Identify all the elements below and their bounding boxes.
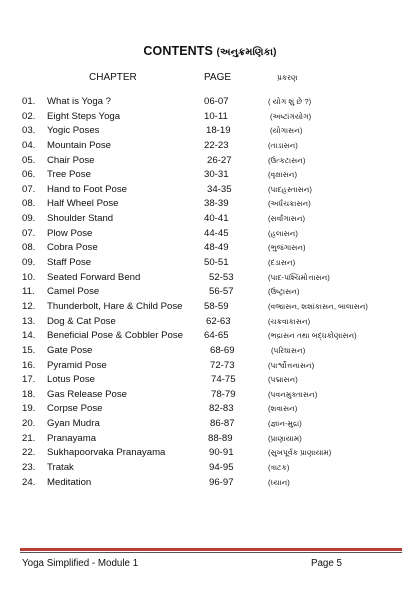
- row-gujarati-name: (પાદહસ્તાસન): [268, 184, 312, 194]
- row-pages: 56-57: [209, 286, 234, 298]
- row-number: 19.: [22, 403, 36, 415]
- footer-left: Yoga Simplified - Module 1: [22, 558, 139, 569]
- row-number: 09.: [22, 257, 36, 269]
- contents-row: [0, 374, 420, 389]
- row-gujarati-name: (પાર્શ્વોત્તનાસન): [268, 360, 315, 370]
- row-chapter-name: Thunderbolt, Hare & Child Pose: [47, 300, 183, 312]
- row-gujarati-name: (હલાસન): [268, 228, 298, 238]
- row-gujarati-name: (ધ્યાન): [268, 477, 290, 487]
- row-number: 13.: [22, 315, 36, 327]
- row-number: 18.: [22, 388, 36, 400]
- contents-row: [0, 213, 420, 228]
- row-pages: 90-91: [209, 447, 234, 459]
- contents-row: [0, 272, 420, 287]
- row-gujarati-name: (પદ્માસન): [268, 375, 298, 385]
- row-number: 09.: [22, 213, 36, 225]
- row-gujarati-name: (ચક્રવાકાસન): [268, 316, 311, 326]
- row-number: 20.: [22, 418, 36, 430]
- row-pages: 38-39: [204, 198, 229, 210]
- row-number: 08.: [22, 242, 36, 254]
- row-gujarati-name: (ઉત્કટાસન): [268, 155, 306, 165]
- contents-row: [0, 389, 420, 404]
- footer-rule-red: [20, 548, 402, 551]
- contents-row: [0, 184, 420, 199]
- row-gujarati-name: (અર્ધચક્રાસન): [268, 199, 311, 209]
- row-gujarati-name: (વજ્રાસન, શશાંકાસન, બાલાસન): [268, 301, 368, 311]
- contents-row: [0, 345, 420, 360]
- row-number: 14.: [22, 330, 36, 342]
- contents-row: [0, 228, 420, 243]
- row-pages: 62-63: [206, 315, 231, 327]
- row-chapter-name: Gas Release Pose: [47, 388, 127, 400]
- row-chapter-name: What is Yoga ?: [47, 96, 112, 107]
- row-chapter-name: Mountain Pose: [47, 139, 111, 151]
- contents-row: [0, 257, 420, 272]
- row-chapter-name: Yogic Poses: [47, 125, 100, 137]
- row-gujarati-name: ( યોગ શું છે ?): [268, 97, 312, 106]
- contents-row: [0, 125, 420, 140]
- row-pages: 18-19: [206, 125, 231, 137]
- contents-row: [0, 477, 420, 492]
- row-chapter-name: Gate Pose: [47, 344, 93, 356]
- row-chapter-name: Seated Forward Bend: [47, 271, 141, 283]
- row-pages: 94-95: [209, 462, 234, 474]
- row-pages: 34-35: [207, 183, 232, 195]
- row-gujarati-name: (પ્રાણાયામ): [268, 433, 302, 443]
- row-pages: 58-59: [204, 300, 229, 312]
- row-number: 12.: [22, 300, 36, 312]
- row-gujarati-name: (તાડાસન): [268, 140, 298, 150]
- row-number: 21.: [22, 432, 36, 444]
- footer-page-number: Page 5: [310, 558, 342, 569]
- contents-row: [0, 360, 420, 375]
- footer-rule-grey: [20, 552, 402, 553]
- row-number: 02.: [22, 110, 36, 122]
- row-chapter-name: Plow Pose: [47, 227, 93, 239]
- row-chapter-name: Meditation: [47, 476, 92, 488]
- row-gujarati-name: (ત્રાટક): [268, 463, 290, 473]
- row-number: 11.: [22, 286, 35, 298]
- row-chapter-name: Gyan Mudra: [47, 418, 100, 430]
- contents-list: [0, 96, 420, 491]
- row-gujarati-name: (પરિઘાસન): [271, 345, 306, 355]
- row-chapter-name: Shoulder Stand: [47, 213, 114, 225]
- row-chapter-name: Chair Pose: [47, 154, 95, 166]
- row-number: 16.: [22, 359, 36, 371]
- row-chapter-name: Tree Pose: [47, 169, 91, 181]
- row-number: 03.: [22, 125, 36, 137]
- row-chapter-name: Eight Steps Yoga: [47, 110, 121, 122]
- row-pages: 10-11: [204, 110, 228, 122]
- contents-row: [0, 301, 420, 316]
- contents-row: [0, 433, 420, 448]
- row-gujarati-name: (પવનમુક્તાસન): [268, 389, 318, 399]
- row-number: 17.: [22, 374, 36, 386]
- row-number: 24.: [22, 476, 36, 488]
- row-pages: 88-89: [208, 432, 233, 444]
- contents-row: [0, 418, 420, 433]
- contents-row: [0, 242, 420, 257]
- row-chapter-name: Camel Pose: [47, 286, 100, 298]
- contents-row: [0, 111, 420, 126]
- row-gujarati-name: (ભુજંગાસન): [268, 243, 306, 253]
- row-pages: 50-51: [204, 257, 229, 269]
- row-pages: 64-65: [204, 330, 229, 342]
- row-chapter-name: Dog & Cat Pose: [47, 315, 116, 327]
- contents-row: [0, 316, 420, 331]
- row-chapter-name: Beneficial Pose & Cobbler Pose: [47, 330, 183, 342]
- row-gujarati-name: (ભદ્રાસન તથા બદ્ધકોણાસન): [268, 331, 357, 341]
- contents-row: [0, 462, 420, 477]
- row-pages: 86-87: [210, 418, 235, 430]
- row-chapter-name: Lotus Pose: [47, 374, 96, 386]
- row-number: 10.: [22, 271, 36, 283]
- row-chapter-name: Corpse Pose: [47, 403, 103, 415]
- contents-row: [0, 330, 420, 345]
- row-chapter-name: Half Wheel Pose: [47, 198, 119, 210]
- row-chapter-name: Pyramid Pose: [47, 359, 107, 371]
- row-pages: 72-73: [210, 359, 235, 371]
- header-chapter: CHAPTER: [89, 72, 137, 83]
- row-pages: 68-69: [210, 344, 235, 356]
- row-gujarati-name: (સુખપૂર્વક પ્રાણાયામ): [268, 448, 332, 458]
- row-gujarati-name: (વૃક્ષાસન): [268, 170, 297, 180]
- page-title: [0, 44, 420, 58]
- row-pages: 48-49: [204, 242, 229, 254]
- row-chapter-name: Cobra Pose: [47, 242, 98, 254]
- row-chapter-name: Tratak: [47, 462, 74, 474]
- header-gujarati: પ્રકરણ: [277, 73, 298, 82]
- row-number: 05.: [22, 154, 36, 166]
- row-number: 15.: [22, 344, 36, 356]
- row-pages: 74-75: [211, 374, 236, 386]
- row-gujarati-name: (અષ્ટાંગયોગ): [270, 111, 312, 121]
- row-gujarati-name: (પાદ-પશ્ચિમોત્તાસન): [268, 272, 330, 282]
- row-chapter-name: Staff Pose: [47, 257, 92, 269]
- contents-row: [0, 403, 420, 418]
- contents-row: [0, 140, 420, 155]
- row-number: 01.: [22, 96, 36, 107]
- header-page: PAGE: [204, 72, 232, 83]
- row-chapter-name: Pranayama: [47, 432, 97, 444]
- row-number: 08.: [22, 198, 36, 210]
- title-main: CONTENTS: [143, 44, 213, 58]
- row-number: 22.: [22, 447, 36, 459]
- row-gujarati-name: (દંડાસન): [268, 258, 296, 268]
- row-chapter-name: Hand to Foot Pose: [47, 183, 127, 195]
- contents-row: [0, 447, 420, 462]
- row-pages: 22-23: [204, 139, 229, 151]
- row-gujarati-name: (સર્વાંગાસન): [268, 214, 306, 224]
- row-gujarati-name: (ઉષ્ટ્રાસન): [268, 287, 300, 297]
- row-gujarati-name: (જ્ઞાન-મુદ્રા): [268, 419, 302, 429]
- title-gujarati: (અનુક્રમણિકા): [216, 47, 277, 58]
- row-pages: 78-79: [211, 388, 236, 400]
- row-pages: 40-41: [204, 213, 229, 225]
- row-gujarati-name: (શવાસન): [268, 404, 298, 414]
- row-number: 04.: [22, 139, 36, 151]
- row-gujarati-name: (યોગાસન): [270, 126, 303, 136]
- row-chapter-name: Sukhapoorvaka Pranayama: [47, 447, 166, 459]
- row-number: 07.: [22, 183, 36, 195]
- row-number: 06.: [22, 169, 36, 181]
- row-pages: 30-31: [204, 169, 229, 181]
- contents-row: [0, 169, 420, 184]
- row-pages: 96-97: [209, 476, 234, 488]
- row-pages: 44-45: [204, 227, 229, 239]
- row-pages: 26-27: [207, 154, 232, 166]
- row-number: 23.: [22, 462, 36, 474]
- row-pages: 82-83: [209, 403, 234, 415]
- contents-row: [0, 96, 420, 111]
- contents-row: [0, 286, 420, 301]
- contents-row: [0, 155, 420, 170]
- row-pages: 52-53: [209, 271, 234, 283]
- row-number: 07.: [22, 227, 36, 239]
- row-pages: 06-07: [204, 96, 229, 107]
- contents-row: [0, 198, 420, 213]
